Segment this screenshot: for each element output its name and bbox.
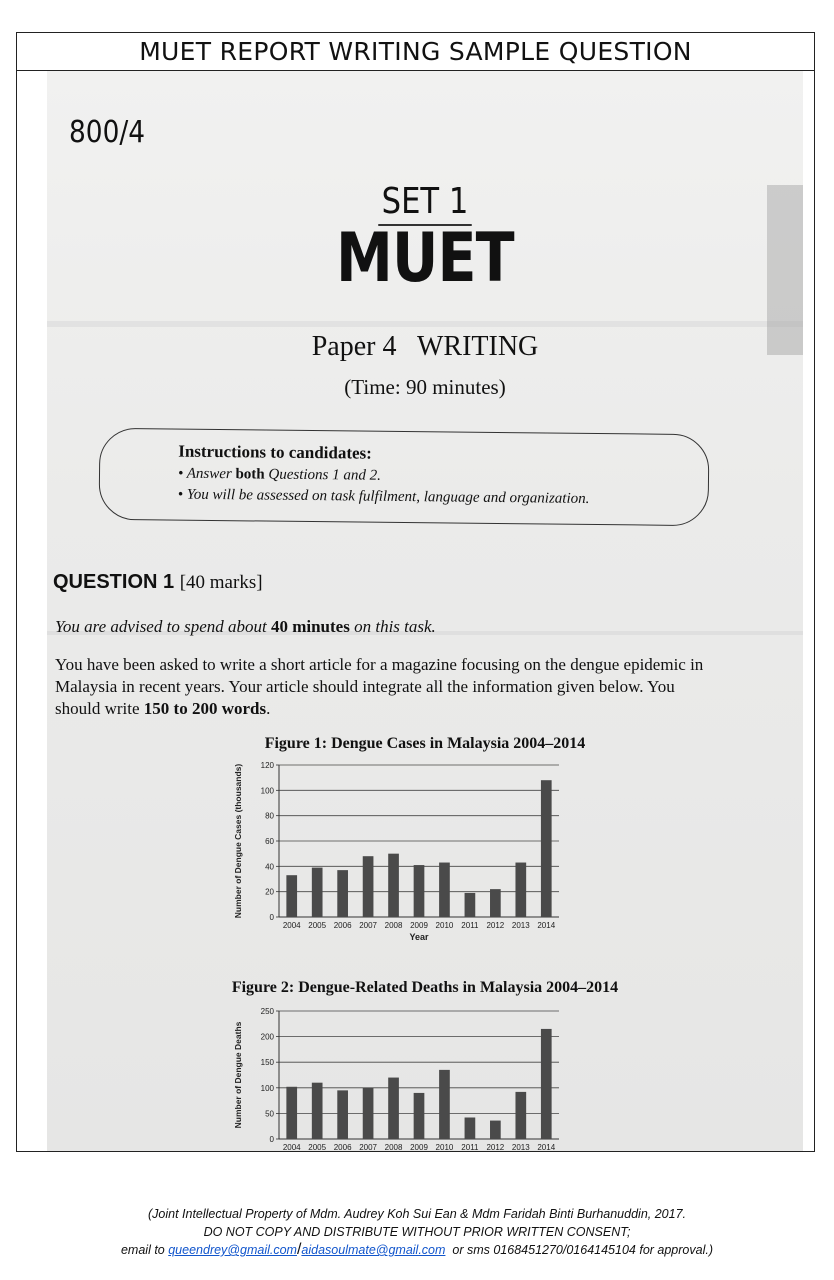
x-tick-label: 2008	[384, 921, 403, 930]
exam-photo	[47, 71, 803, 1164]
x-tick-label: 2014	[537, 1143, 556, 1152]
bar-2009	[414, 865, 425, 917]
bar-2008	[388, 854, 399, 917]
y-tick-label: 80	[265, 811, 274, 821]
x-tick-label: 2011	[461, 1143, 479, 1152]
instructions-box	[99, 428, 710, 526]
bar-2004	[286, 1087, 297, 1139]
bleed-through	[47, 321, 803, 327]
question-text: You have been asked to write a short article for a magazine focusing on the dengue epidemic in Malaysia in recent years. Your article should integrate all the information given below. You should write 150 to 200 words.	[55, 655, 704, 718]
bar-2012	[490, 1121, 501, 1139]
email-link-1[interactable]: queendrey@gmail.com	[168, 1243, 297, 1257]
x-tick-label: 2007	[359, 921, 377, 930]
email-link-2[interactable]: aidasoulmate@gmail.com	[301, 1243, 446, 1257]
bar-2013	[515, 863, 526, 917]
y-tick-label: 50	[265, 1109, 274, 1119]
question-marks: [40 marks]	[179, 572, 263, 593]
page-frame	[16, 32, 815, 1164]
y-tick-label: 150	[260, 1058, 274, 1068]
bar-2012	[490, 889, 501, 917]
footer-line-1: (Joint Intellectual Property of Mdm. Audrey Koh Sui Ean & Mdm Faridah Binti Burhanuddin, 2017.	[147, 1207, 686, 1221]
x-tick-label: 2013	[511, 921, 530, 930]
bar-2008	[388, 1078, 399, 1139]
bar-2004	[286, 875, 297, 917]
x-tick-label: 2004	[282, 1143, 301, 1152]
figure-2-title: Figure 2: Dengue-Related Deaths in Malaysia 2004–2014	[231, 979, 619, 996]
y-tick-label: 100	[260, 1083, 274, 1093]
bar-2011	[465, 893, 476, 917]
bar-2005	[312, 868, 323, 917]
y-tick-label: 60	[265, 837, 274, 846]
y-tick-label: 20	[265, 887, 274, 897]
bar-2014	[541, 780, 552, 917]
x-tick-label: 2013	[511, 1143, 530, 1152]
copyright-footer	[0, 1205, 834, 1259]
bar-2007	[363, 1088, 374, 1139]
bar-2013	[515, 1092, 526, 1139]
y-tick-label: 120	[260, 761, 274, 770]
y-axis-label: Number of Dengue Deaths	[233, 1021, 243, 1129]
instructions-heading: Instructions to candidates:	[178, 441, 372, 463]
y-tick-label: 100	[260, 786, 274, 796]
footer-line-3: email to queendrey@gmail.com/aidasoulmate@gmail.com or sms 0168451270/0164145104 for approval.)	[120, 1241, 713, 1258]
header	[17, 33, 814, 71]
bar-2014	[541, 1029, 552, 1139]
x-axis-label: Year	[409, 932, 429, 942]
instruction-line-2: • You will be assessed on task fulfilment, language and organization.	[177, 486, 590, 507]
x-tick-label: 2014	[537, 921, 556, 930]
x-tick-label: 2011	[461, 921, 479, 930]
x-tick-label: 2006	[333, 921, 352, 930]
bar-2006	[337, 870, 348, 917]
x-tick-label: 2010	[435, 921, 454, 930]
bar-2010	[439, 863, 450, 917]
paper-code: 800/4	[69, 115, 146, 150]
instruction-line-1: • Answer both Questions 1 and 2.	[177, 465, 382, 484]
footer-line-2: DO NOT COPY AND DISTRIBUTE WITHOUT PRIOR WRITTEN CONSENT;	[203, 1225, 631, 1239]
x-tick-label: 2009	[410, 921, 428, 930]
x-tick-label: 2009	[410, 1143, 428, 1152]
figure-2-chart: 0501001502002502004 2005 2006 2007 2008 2009 2010 2011 2012 2013 2014YearNumber of Dengue Deaths	[233, 1007, 556, 1164]
x-tick-label: 2010	[435, 1143, 454, 1152]
question-heading: QUESTION 1 [40 marks]	[53, 571, 263, 593]
page-title: MUET REPORT WRITING SAMPLE QUESTION	[139, 37, 692, 66]
bar-2005	[312, 1083, 323, 1139]
x-tick-label: 2007	[359, 1143, 377, 1152]
x-tick-label: 2004	[282, 921, 301, 930]
bar-2009	[414, 1093, 425, 1139]
bar-2006	[337, 1090, 348, 1139]
x-tick-label: 2008	[384, 1143, 403, 1152]
figure-1-title: Figure 1: Dengue Cases in Malaysia 2004–2014	[264, 735, 586, 752]
x-tick-label: 2005	[308, 921, 327, 930]
y-tick-label: 0	[269, 1135, 274, 1144]
y-tick-label: 0	[269, 913, 274, 922]
time-allowed: (Time: 90 minutes)	[344, 375, 506, 399]
bar-2007	[363, 856, 374, 917]
y-axis-label: Number of Dengue Cases (thousands)	[233, 763, 243, 919]
exam-name: MUET	[336, 219, 514, 298]
x-tick-label: 2012	[486, 921, 505, 930]
x-tick-label: 2006	[333, 1143, 352, 1152]
time-advice: You are advised to spend about 40 minutes on this task.	[55, 617, 436, 636]
set-label: SET 1	[47, 181, 803, 226]
x-tick-label: 2005	[308, 1143, 327, 1152]
paper-title: Paper 4 WRITING	[311, 331, 539, 362]
bar-2010	[439, 1070, 450, 1139]
y-tick-label: 40	[265, 862, 274, 872]
y-tick-label: 200	[260, 1032, 274, 1042]
x-tick-label: 2012	[486, 1143, 505, 1152]
y-tick-label: 250	[260, 1007, 274, 1016]
bar-2011	[465, 1117, 476, 1139]
figure-1-chart	[217, 757, 577, 967]
